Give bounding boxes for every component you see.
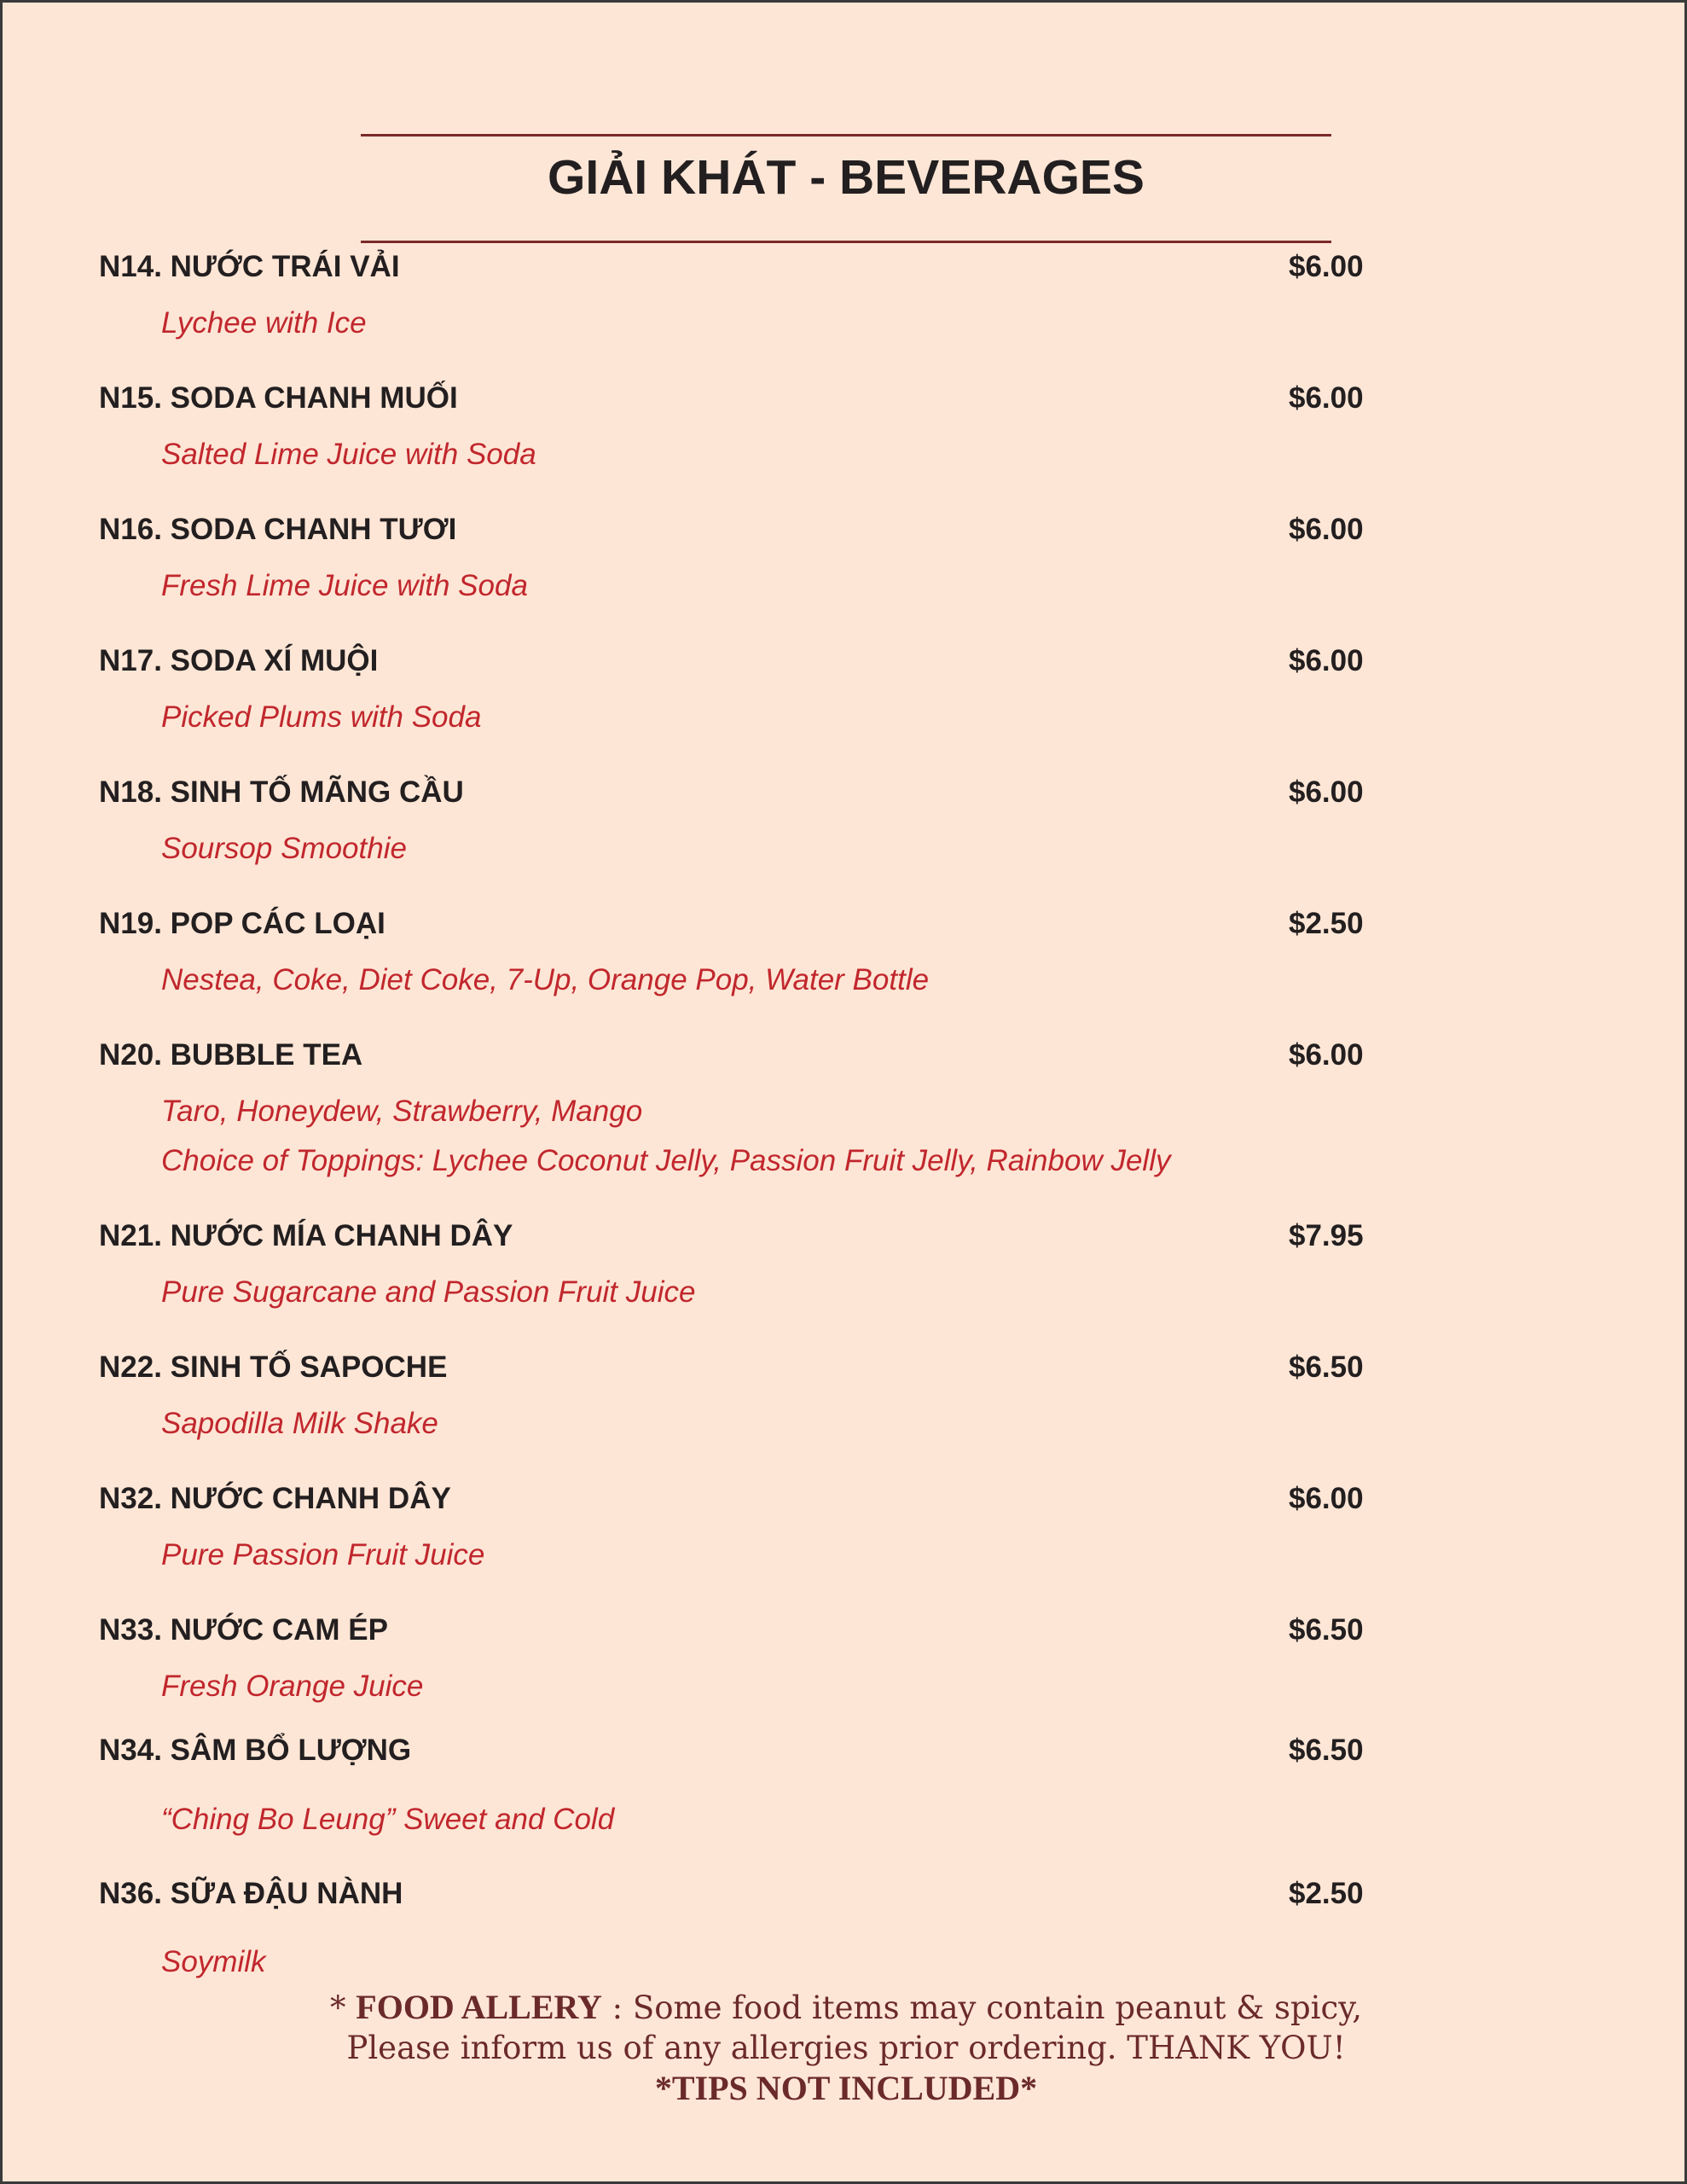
item-price: $6.50 (1289, 1350, 1364, 1384)
item-price: $6.00 (1289, 775, 1364, 809)
item-description: Soursop Smoothie (161, 832, 407, 865)
item-name: N19. POP CÁC LOẠI (99, 907, 386, 940)
item-name: N33. NƯỚC CAM ÉP (99, 1613, 388, 1647)
item-price: $6.50 (1289, 1734, 1364, 1767)
page-title: GIẢI KHÁT - BEVERAGES (548, 150, 1145, 205)
footer-notice (3, 1987, 1687, 2109)
item-price: $6.00 (1289, 250, 1364, 283)
item-name: N20. BUBBLE TEA (99, 1038, 363, 1072)
item-price: $6.00 (1289, 381, 1364, 415)
item-price: $2.50 (1289, 1877, 1364, 1910)
item-price: $6.00 (1289, 1482, 1364, 1515)
allergy-label: FOOD ALLERY (356, 1988, 602, 2026)
item-name: N17. SODA XÍ MUỘI (99, 644, 379, 677)
item-price: $7.95 (1289, 1219, 1364, 1252)
item-name: N22. SINH TỐ SAPOCHE (99, 1350, 448, 1384)
item-name: N21. NƯỚC MÍA CHANH DÂY (99, 1219, 513, 1252)
item-description: Pure Sugarcane and Passion Fruit Juice (161, 1275, 696, 1309)
item-description: Choice of Toppings: Lychee Coconut Jelly, Passion Fruit Jelly, Rainbow Jelly (161, 1144, 1171, 1177)
item-description: Salted Lime Juice with Soda (161, 438, 536, 471)
item-name: N32. NƯỚC CHANH DÂY (99, 1482, 451, 1515)
item-description: Nestea, Coke, Diet Coke, 7-Up, Orange Pop, Water Bottle (161, 963, 930, 996)
item-description: Lychee with Ice (161, 306, 367, 340)
item-name: N18. SINH TỐ MÃNG CẦU (99, 775, 464, 809)
item-price: $6.50 (1289, 1613, 1364, 1647)
item-name: N15. SODA CHANH MUỐI (99, 381, 458, 415)
allergy-line-1: * FOOD ALLERY : Some food items may contain peanut & spicy, (330, 1988, 1362, 2026)
item-name: N36. SỮA ĐẬU NÀNH (99, 1877, 403, 1910)
item-description: Fresh Orange Juice (161, 1670, 424, 1703)
title-top-rule (361, 134, 1331, 136)
item-description: Fresh Lime Juice with Soda (161, 569, 528, 602)
item-description: Pure Passion Fruit Juice (161, 1538, 485, 1571)
allergy-line-2: Please inform us of any allergies prior ordering. THANK YOU! (346, 2030, 1346, 2066)
item-price: $2.50 (1289, 907, 1364, 940)
item-name: N34. SÂM BỔ LƯỢNG (99, 1734, 412, 1767)
tips-notice: *TIPS NOT INCLUDED* (654, 2069, 1038, 2107)
item-description: Taro, Honeydew, Strawberry, Mango (161, 1095, 643, 1128)
item-name: N14. NƯỚC TRÁI VẢI (99, 250, 400, 283)
item-description: Soymilk (161, 1945, 266, 1978)
item-description: Picked Plums with Soda (161, 700, 482, 734)
item-price: $6.00 (1289, 1038, 1364, 1072)
item-description: Sapodilla Milk Shake (161, 1407, 438, 1440)
item-price: $6.00 (1289, 513, 1364, 546)
item-name: N16. SODA CHANH TƯƠI (99, 513, 457, 546)
item-price: $6.00 (1289, 644, 1364, 677)
item-description: “Ching Bo Leung” Sweet and Cold (161, 1803, 615, 1836)
title-bottom-rule (361, 241, 1331, 243)
